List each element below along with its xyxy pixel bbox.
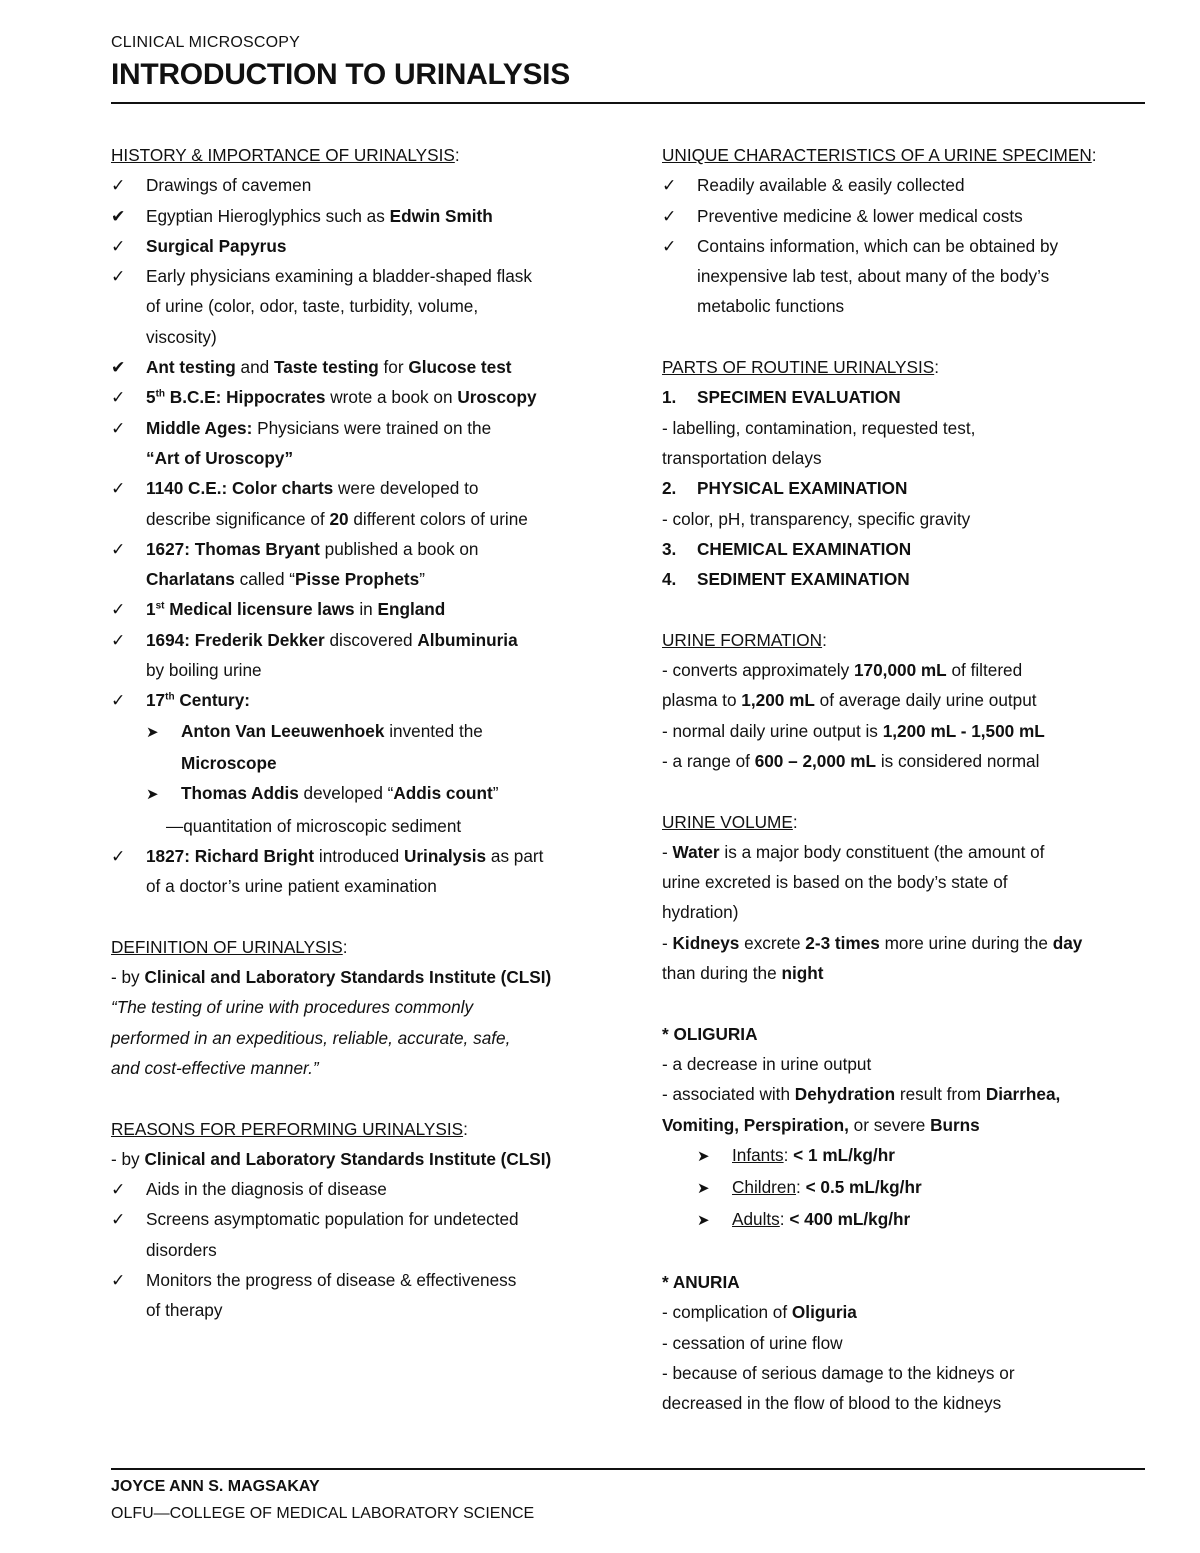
check-icon: ✓ [111,1179,126,1200]
check-icon: ✓ [111,417,126,438]
oliguria-line: - a decrease in urine output [662,1053,872,1074]
parts-detail: - color, pH, transparency, specific gravity [662,508,971,529]
history-item: ✔ Egyptian Hieroglyphics such as Edwin Smith [111,201,601,231]
history-item: ✓ 17th Century: [111,685,601,715]
history-item: ✓ Surgical Papyrus [111,231,601,261]
parts-item: 4. SEDIMENT EXAMINATION [662,569,910,590]
unique-item-continued: inexpensive lab test, about many of the body’s [697,266,1050,287]
anuria-heading: * ANURIA [662,1271,740,1292]
check-icon: ✓ [111,845,126,866]
definition-heading: DEFINITION OF URINALYSIS: [111,936,348,957]
right-column [662,140,1145,1418]
check-icon: ✓ [111,235,126,256]
definition-quote: “The testing of urine with procedures commonly [111,997,474,1018]
history-item: ✓ Drawings of cavemen [111,170,601,200]
reason-item-continued: disorders [146,1239,217,1260]
history-item: ✓ 5th B.C.E: Hippocrates wrote a book on Uroscopy [111,382,601,412]
parts-heading: PARTS OF ROUTINE URINALYSIS: [662,357,939,378]
oliguria-line: Vomiting, Perspiration, or severe Burns [662,1114,980,1135]
check-icon: ✓ [111,1269,126,1290]
left-column [111,140,601,1326]
check-icon: ✔ [111,205,126,226]
check-icon: ✓ [111,1209,126,1230]
header-divider [111,102,1145,104]
oliguria-line: - associated with Dehydration result from Diarrhea, [662,1084,1061,1105]
reason-item-continued: of therapy [146,1300,223,1321]
history-item-continued: viscosity) [146,326,217,347]
check-icon: ✓ [111,387,126,408]
definition-quote: performed in an expeditious, reliable, accurate, safe, [111,1027,511,1048]
anuria-line: decreased in the flow of blood to the kidneys [662,1393,1002,1414]
footer-school: OLFU—COLLEGE OF MEDICAL LABORATORY SCIENCE [111,1505,535,1522]
unique-item: ✓ Preventive medicine & lower medical costs [662,201,1145,231]
arrow-bullet-icon: ➤ [697,1212,710,1230]
history-item-continued: “Art of Uroscopy” [146,447,294,468]
unique-item: ✓ Contains information, which can be obtained by [662,231,1145,261]
check-icon: ✓ [111,266,126,287]
history-item: ✓ 1st Medical licensure laws in England [111,594,601,624]
parts-item: 2. PHYSICAL EXAMINATION [662,478,908,499]
volume-line: - Kidneys excrete 2-3 times more urine during the day [662,932,1083,953]
document-page [111,30,1145,1530]
volume-line: - Water is a major body constituent (the amount of [662,841,1045,862]
check-icon: ✓ [111,175,126,196]
formation-heading: URINE FORMATION: [662,629,827,650]
check-icon: ✓ [111,690,126,711]
reason-item: ✓ Aids in the diagnosis of disease [111,1174,601,1204]
history-item-continued: of a doctor’s urine patient examination [146,876,437,897]
check-icon: ✓ [662,175,677,196]
oliguria-threshold: ➤ Infants: < 1 mL/kg/hr [662,1140,1145,1172]
volume-heading: URINE VOLUME: [662,811,798,832]
parts-item: 3. CHEMICAL EXAMINATION [662,538,912,559]
anuria-line: - because of serious damage to the kidneys or [662,1362,1015,1383]
history-item: ✓ 1694: Frederik Dekker discovered Albuminuria [111,625,601,655]
reasons-source: - by Clinical and Laboratory Standards Institute (CLSI) [111,1148,552,1169]
oliguria-heading: * OLIGURIA [662,1023,758,1044]
formation-line: - converts approximately 170,000 mL of filtered [662,660,1023,681]
reason-item: ✓ Monitors the progress of disease & effectiveness [111,1265,601,1295]
arrow-bullet-icon: ➤ [146,786,159,804]
footer-author: JOYCE ANN S. MAGSAKAY [111,1478,320,1495]
parts-item: 1. SPECIMEN EVALUATION [662,387,901,408]
formation-line: - a range of 600 – 2,000 mL is considered normal [662,750,1040,771]
history-item-continued: of urine (color, odor, taste, turbidity, volume, [146,296,479,317]
definition-quote: and cost-effective manner.” [111,1057,319,1078]
formation-line: - normal daily urine output is 1,200 mL - 1,500 mL [662,720,1045,741]
reason-item: ✓ Screens asymptomatic population for undetected [111,1204,601,1234]
history-subitem-continued: Microscope [181,752,277,773]
check-icon: ✓ [111,599,126,620]
history-heading: HISTORY & IMPORTANCE OF URINALYSIS: [111,145,460,165]
arrow-bullet-icon: ➤ [146,723,159,741]
check-icon: ✓ [111,629,126,650]
history-item: ✓ 1827: Richard Bright introduced Urinalysis as part [111,841,601,871]
check-icon: ✓ [662,205,677,226]
history-item-continued: Charlatans called “Pisse Prophets” [146,569,425,590]
unique-item: ✓ Readily available & easily collected [662,170,1145,200]
volume-line: than during the night [662,963,824,984]
parts-detail: - labelling, contamination, requested test, [662,417,976,438]
history-subitem-continued: —quantitation of microscopic sediment [166,815,462,836]
anuria-line: - cessation of urine flow [662,1332,843,1353]
history-subitem: ➤ Thomas Addis developed “Addis count” [111,778,601,810]
arrow-bullet-icon: ➤ [697,1147,710,1165]
check-icon: ✓ [111,478,126,499]
oliguria-threshold: ➤ Children: < 0.5 mL/kg/hr [662,1172,1145,1204]
history-item: ✔ Ant testing and Taste testing for Glucose test [111,352,601,382]
parts-detail: transportation delays [662,447,822,468]
history-item-continued: describe significance of 20 different colors of urine [146,508,528,529]
volume-line: hydration) [662,902,739,923]
page-title: INTRODUCTION TO URINALYSIS [111,58,570,91]
definition-source: - by Clinical and Laboratory Standards Institute (CLSI) [111,967,552,988]
course-subject: CLINICAL MICROSCOPY [111,34,301,51]
reasons-heading: REASONS FOR PERFORMING URINALYSIS: [111,1118,468,1139]
history-item: ✓ 1627: Thomas Bryant published a book on [111,534,601,564]
arrow-bullet-icon: ➤ [697,1180,710,1198]
anuria-line: - complication of Oliguria [662,1302,857,1323]
check-icon: ✓ [111,538,126,559]
unique-item-continued: metabolic functions [697,296,845,317]
history-item: ✓ Early physicians examining a bladder-shaped flask [111,261,601,291]
history-subitem: ➤ Anton Van Leeuwenhoek invented the [111,716,601,748]
oliguria-threshold: ➤ Adults: < 400 mL/kg/hr [662,1204,1145,1236]
footer-divider [111,1468,1145,1470]
formation-line: plasma to 1,200 mL of average daily urine output [662,690,1037,711]
history-item: ✓ 1140 C.E.: Color charts were developed to [111,473,601,503]
volume-line: urine excreted is based on the body’s state of [662,872,1008,893]
check-icon: ✔ [111,357,126,378]
check-icon: ✓ [662,235,677,256]
unique-heading: UNIQUE CHARACTERISTICS OF A URINE SPECIMEN: [662,145,1097,165]
history-item-continued: by boiling urine [146,660,262,681]
history-item: ✓ Middle Ages: Physicians were trained on the [111,413,601,443]
